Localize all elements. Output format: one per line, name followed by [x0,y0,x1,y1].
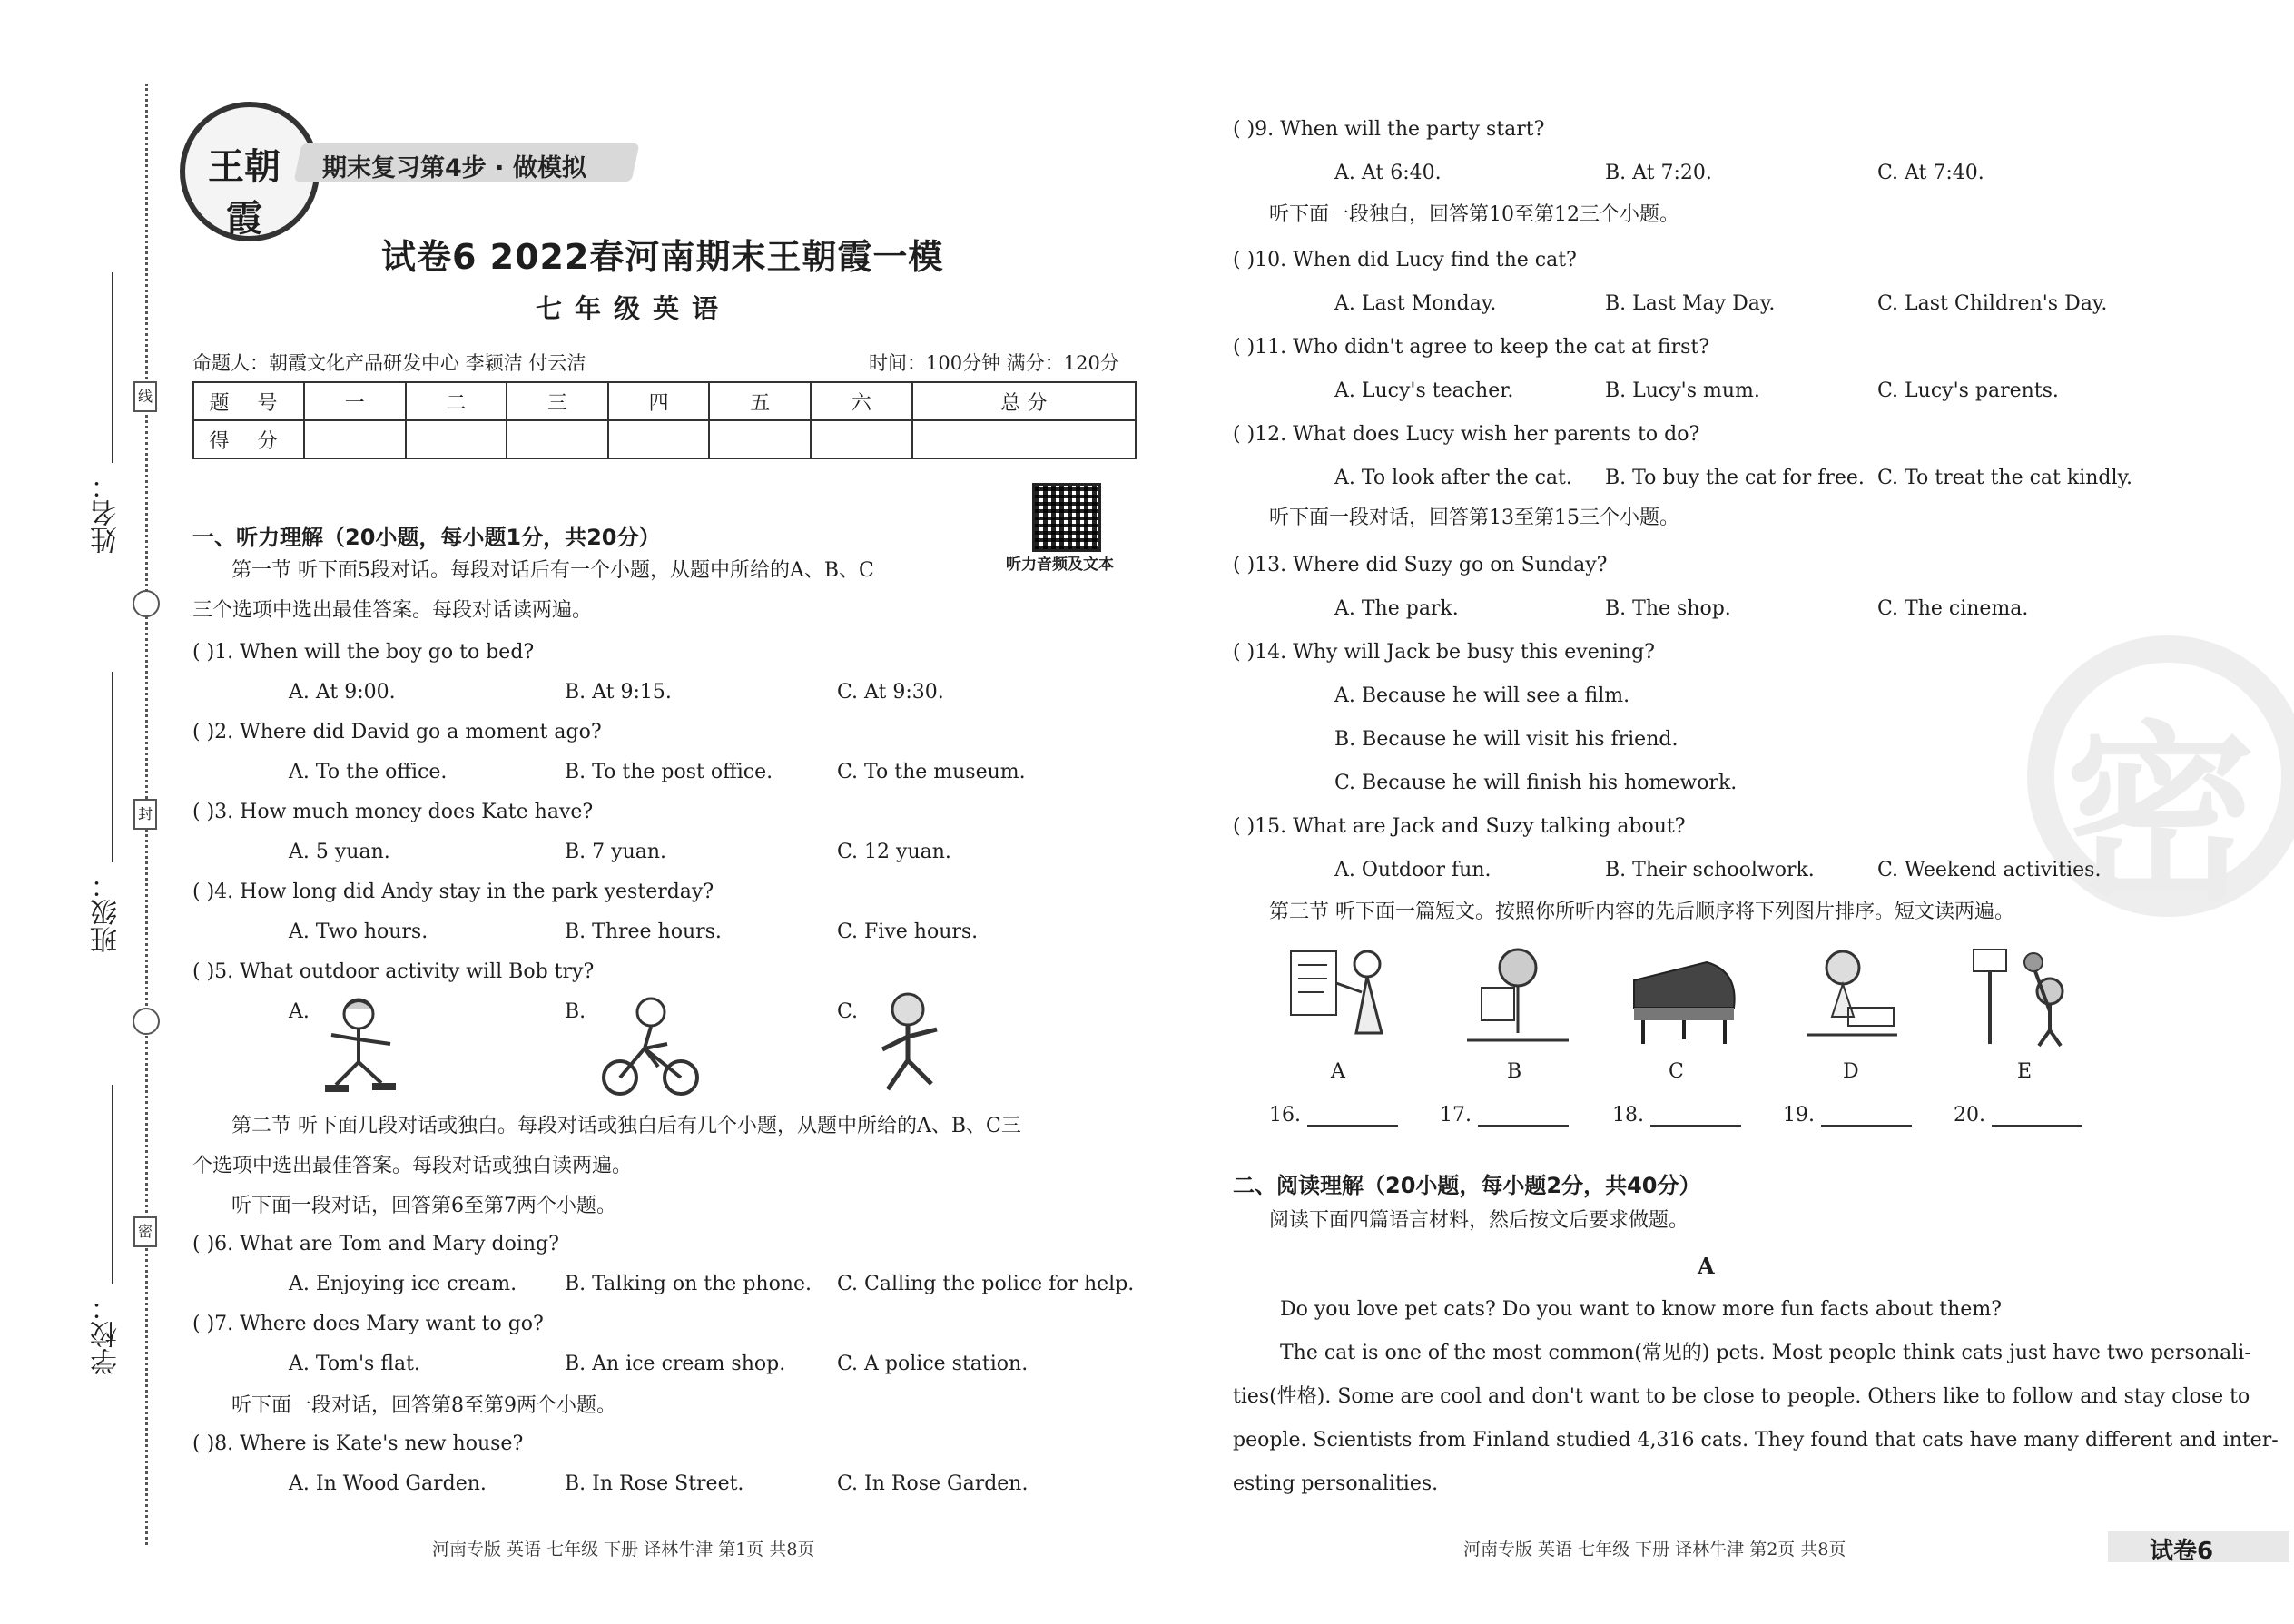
question-5: ( )5. What outdoor activity will Bob try? [192,960,595,983]
question-6: ( )6. What are Tom and Mary doing? [192,1233,559,1255]
q6-option-c: C. Calling the police for help. [837,1273,1135,1295]
q7-option-a: A. Tom's flat. [289,1353,420,1375]
score-table-header: 二 [406,382,507,420]
q11-option-c: C. Lucy's parents. [1877,379,2059,402]
q12-option-c: C. To treat the cat kindly. [1877,467,2133,489]
q5-option-c: C. [837,1000,859,1023]
q10-option-b: B. Last May Day. [1605,292,1776,315]
score-table-header: 六 [811,382,912,420]
qr-code[interactable] [1032,483,1101,552]
blank-number: 17. [1440,1104,1472,1127]
q3-option-c: C. 12 yuan. [837,841,951,863]
q15-option-c: C. Weekend activities. [1877,859,2102,881]
sub-intro-6-7: 听下面一段对话，回答第6至第7两个小题。 [231,1195,616,1217]
q3-option-b: B. 7 yuan. [565,841,667,863]
question-14: ( )14. Why will Jack be busy this evening? [1233,641,1655,664]
picture-label-c: C [1669,1060,1684,1083]
exam-authors: 命题人：朝霞文化产品研发中心 李颖洁 付云洁 [192,352,586,374]
sub-intro-10-12: 听下面一段独白，回答第10至第12三个小题。 [1269,203,1679,226]
part2-intro: 第二节 听下面几段对话或独白。每段对话或独白后有几个小题，从题中所给的A、B、C三 [231,1115,1021,1137]
name-label: 姓名： [91,472,123,554]
score-table-header: 一 [304,382,406,420]
class-line [112,672,113,862]
exam-time-score: 时间：100分钟 满分：120分 [869,352,1119,374]
part1-intro-cont: 三个选项中选出最佳答案。每段对话读两遍。 [192,599,593,622]
q11-option-a: A. Lucy's teacher. [1334,379,1514,402]
score-row-label: 得 分 [193,420,304,458]
answer-blank-20[interactable] [1954,1104,2082,1127]
step-banner-text: 期末复习第4步 · 做模拟 [322,154,586,182]
q2-option-c: C. To the museum. [837,761,1026,783]
q4-option-c: C. Five hours. [837,920,979,943]
blank-number: 20. [1954,1104,1985,1127]
q13-option-c: C. The cinema. [1877,597,2029,620]
score-table [192,381,1137,459]
score-table-header: 题 号 [193,382,304,420]
answer-blank-17[interactable] [1440,1104,1569,1127]
score-table-header: 总 分 [912,382,1136,420]
skating-boy-image [309,994,409,1103]
score-cell[interactable] [709,420,811,458]
score-table-header: 五 [709,382,811,420]
question-10: ( )10. When did Lucy find the cat? [1233,249,1577,271]
q14-option-c: C. Because he will finish his homework. [1334,772,1738,794]
blank-number: 18. [1612,1104,1644,1127]
watermark-glyph: 密 [2065,704,2257,927]
q14-option-a: A. Because he will see a film. [1334,684,1630,707]
girl-cooking-image [1797,944,1906,1053]
q12-option-a: A. To look after the cat. [1334,467,1572,489]
question-9: ( )9. When will the party start? [1233,118,1545,141]
score-table-header: 四 [608,382,710,420]
section2-intro: 阅读下面四篇语言材料，然后按文后要求做题。 [1269,1209,1689,1232]
q11-option-b: B. Lucy's mum. [1605,379,1760,402]
question-3: ( )3. How much money does Kate have? [192,801,594,823]
score-cell[interactable] [304,420,406,458]
q1-option-a: A. At 9:00. [289,681,396,704]
running-boy-image [862,989,953,1103]
left-page-footer: 河南专版 英语 七年级 下册 译林牛津 第1页 共8页 [432,1540,815,1560]
score-cell[interactable] [406,420,507,458]
score-cell[interactable] [912,420,1136,458]
section1-heading: 一、听力理解（20小题，每小题1分，共20分） [192,525,661,550]
q10-option-c: C. Last Children's Day. [1877,292,2108,315]
exam-title: 试卷6 2022春河南期末王朝霞一模 [381,237,944,277]
question-2: ( )2. Where did David go a moment ago? [192,721,602,743]
q14-option-b: B. Because he will visit his friend. [1334,728,1679,751]
right-page-footer: 河南专版 英语 七年级 下册 译林牛津 第2页 共8页 [1463,1540,1846,1560]
passage-para-2: ties(性格). Some are cool and don't want to be close to people. Others like to follow and stay close to [1233,1385,2250,1408]
sub-intro-13-15: 听下面一段对话，回答第13至第15三个小题。 [1269,507,1679,529]
q9-option-b: B. At 7:20. [1605,162,1712,184]
passage-para-2: The cat is one of the most common(常见的) pets. Most people think cats just have two personali- [1280,1342,2251,1364]
q15-option-b: B. Their schoolwork. [1605,859,1815,881]
question-12: ( )12. What does Lucy wish her parents to do? [1233,423,1700,446]
q15-option-a: A. Outdoor fun. [1334,859,1492,881]
question-15: ( )15. What are Jack and Suzy talking about? [1233,815,1686,838]
question-11: ( )11. Who didn't agree to keep the cat at first? [1233,336,1710,359]
class-label: 班级： [91,871,123,953]
paper-badge-text: 试卷6 [2150,1538,2214,1565]
name-line [112,272,113,463]
q3-option-a: A. 5 yuan. [289,841,390,863]
q7-option-c: C. A police station. [837,1353,1029,1375]
blank-number: 16. [1269,1104,1301,1127]
q6-option-a: A. Enjoying ice cream. [289,1273,517,1295]
teacher-at-board-image [1287,942,1405,1051]
picture-label-d: D [1843,1060,1859,1083]
question-7: ( )7. Where does Mary want to go? [192,1313,544,1335]
q13-option-a: A. The park. [1334,597,1459,620]
binding-hole [133,590,160,617]
qr-label: 听力音频及文本 [1006,556,1114,574]
girl-painting-image [1463,942,1572,1051]
picture-label-b: B [1507,1060,1522,1083]
logo-text: 王朝霞 [208,145,281,240]
q8-option-a: A. In Wood Garden. [289,1472,487,1495]
binding-hole [133,1008,160,1035]
question-8: ( )8. Where is Kate's new house? [192,1432,524,1455]
section2-heading: 二、阅读理解（20小题，每小题2分，共40分） [1233,1173,1701,1198]
q13-option-b: B. The shop. [1605,597,1731,620]
question-1: ( )1. When will the boy go to bed? [192,641,535,664]
part2-intro-cont: 个选项中选出最佳答案。每段对话或独白读两遍。 [192,1155,633,1177]
q8-option-b: B. In Rose Street. [565,1472,744,1495]
part1-intro: 第一节 听下面5段对话。每段对话后有一个小题，从题中所给的A、B、C [231,559,874,582]
score-cell[interactable] [608,420,710,458]
score-table-header: 三 [507,382,608,420]
q1-option-c: C. At 9:30. [837,681,944,704]
q8-option-c: C. In Rose Garden. [837,1472,1029,1495]
q7-option-b: B. An ice cream shop. [565,1353,786,1375]
q10-option-a: A. Last Monday. [1334,292,1497,315]
answer-blank-18[interactable] [1612,1104,1741,1127]
picture-label-a: A [1331,1060,1345,1083]
q4-option-a: A. Two hours. [289,920,428,943]
cycling-boy-image [595,994,704,1103]
seal-char-secret: 密 [133,1216,157,1247]
question-13: ( )13. Where did Suzy go on Sunday? [1233,554,1608,576]
answer-blank-16[interactable] [1269,1104,1398,1127]
q1-option-b: B. At 9:15. [565,681,672,704]
q5-option-b: B. [565,1000,586,1023]
seal-char-line: 线 [133,381,157,412]
passage-para-2: people. Scientists from Finland studied 4,316 cats. They found that cats have many different and inter- [1233,1429,2279,1452]
sub-intro-8-9: 听下面一段对话，回答第8至第9两个小题。 [231,1394,616,1417]
exam-subtitle: 七年级英语 [536,293,732,324]
q12-option-b: B. To buy the cat for free. [1605,467,1865,489]
passage-label: A [1698,1253,1715,1279]
score-cell[interactable] [811,420,912,458]
seal-char-seal: 封 [133,799,157,830]
question-4: ( )4. How long did Andy stay in the park yesterday? [192,881,714,903]
score-cell[interactable] [507,420,608,458]
q2-option-a: A. To the office. [289,761,448,783]
q9-option-a: A. At 6:40. [1334,162,1442,184]
part3-intro: 第三节 听下面一篇短文。按照你所听内容的先后顺序将下列图片排序。短文读两遍。 [1269,901,2014,923]
blank-number: 19. [1783,1104,1815,1127]
q6-option-b: B. Talking on the phone. [565,1273,812,1295]
passage-para-1: Do you love pet cats? Do you want to know more fun facts about them? [1280,1298,2002,1321]
passage-para-2: esting personalities. [1233,1472,1439,1495]
boy-basketball-image [1970,944,2079,1053]
piano-image [1625,953,1743,1053]
q2-option-b: B. To the post office. [565,761,773,783]
q9-option-c: C. At 7:40. [1877,162,1984,184]
q5-option-a: A. [289,1000,310,1023]
answer-blank-19[interactable] [1783,1104,1912,1127]
picture-label-e: E [2017,1060,2033,1083]
school-line [112,1085,113,1284]
school-label: 学校： [91,1294,123,1375]
q4-option-b: B. Three hours. [565,920,722,943]
